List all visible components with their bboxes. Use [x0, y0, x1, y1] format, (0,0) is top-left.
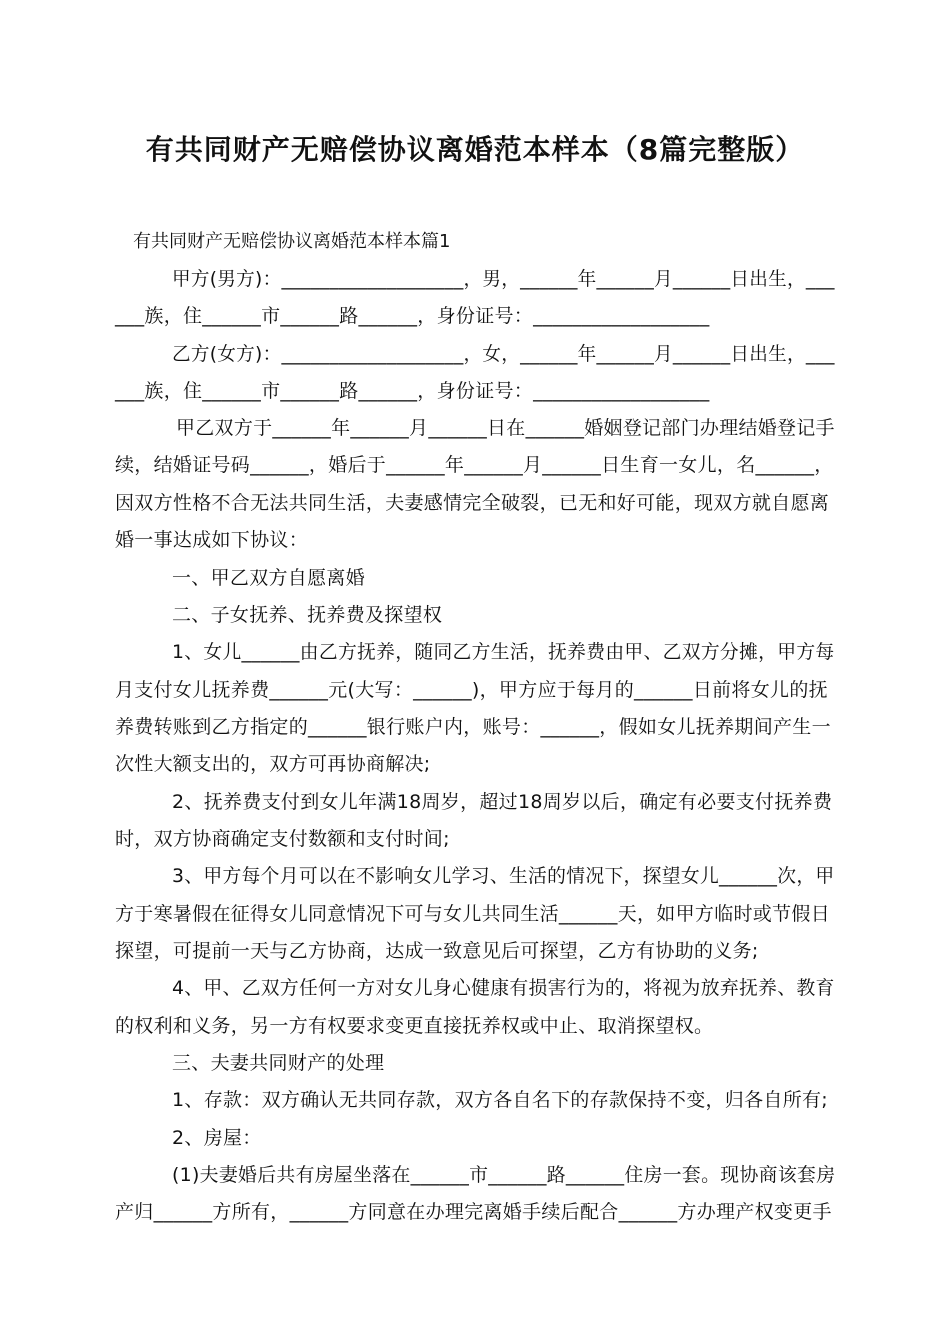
clause-3-1: 1、存款：双方确认无共同存款，双方各自名下的存款保持不变，归各自所有;	[172, 1089, 828, 1111]
party-b-line-1: 乙方(女方)：___________________，女，______年______月______日出生，___	[172, 343, 835, 365]
clause-2-2-line-2: 时，双方协商确定支付数额和支付时间;	[115, 828, 450, 850]
clause-2-3-line-2: 方于寒暑假在征得女儿同意情况下可与女儿共同生活______天，如甲方临时或节假日	[115, 903, 831, 925]
section-subtitle: 有共同财产无赔偿协议离婚范本样本篇1	[133, 231, 451, 252]
marriage-paragraph-line-1: 甲乙双方于______年______月______日在______婚姻登记部门办理结婚登记手	[176, 417, 835, 439]
party-a-line-1: 甲方(男方)：___________________，男，______年______月______日出生，___	[172, 268, 835, 290]
clause-2-3-line-3: 探望，可提前一天与乙方协商，达成一致意见后可探望，乙方有协助的义务;	[115, 940, 759, 962]
document-title: 有共同财产无赔偿协议离婚范本样本（8篇完整版）	[145, 133, 805, 166]
section-heading-2: 二、子女抚养、抚养费及探望权	[172, 604, 443, 626]
clause-3-2-1-line-2: 产归______方所有，______方同意在办理完离婚手续后配合______方办理产权变更手	[115, 1201, 832, 1223]
clause-2-1-line-4: 次性大额支出的，双方可再协商解决;	[115, 753, 431, 775]
marriage-paragraph-line-3: 因双方性格不合无法共同生活，夫妻感情完全破裂，已无和好可能，现双方就自愿离	[115, 492, 830, 514]
clause-2-1-line-1: 1、女儿______由乙方抚养，随同乙方生活，抚养费由甲、乙双方分摊，甲方每	[172, 641, 835, 663]
clause-2-2-line-1: 2、抚养费支付到女儿年满18周岁，超过18周岁以后，确定有必要支付抚养费	[172, 791, 833, 813]
section-heading-3: 三、夫妻共同财产的处理	[172, 1052, 385, 1074]
party-a-line-2: ___族，住______市______路______，身份证号：__________________	[115, 305, 710, 327]
party-b-line-2: ___族，住______市______路______，身份证号：__________________	[115, 380, 710, 402]
clause-2-3-line-1: 3、甲方每个月可以在不影响女儿学习、生活的情况下，探望女儿______次，甲	[172, 865, 835, 887]
clause-2-4-line-2: 的权利和义务，另一方有权要求变更直接抚养权或中止、取消探望权。	[115, 1015, 714, 1037]
marriage-paragraph-line-2: 续，结婚证号码______，婚后于______年______月______日生育一女儿，名______，	[115, 454, 834, 476]
clause-3-2: 2、房屋：	[172, 1127, 262, 1149]
section-heading-1: 一、甲乙双方自愿离婚	[172, 567, 366, 589]
marriage-paragraph-line-4: 婚一事达成如下协议：	[115, 529, 309, 551]
clause-2-4-line-1: 4、甲、乙双方任何一方对女儿身心健康有损害行为的，将视为放弃抚养、教育	[172, 977, 835, 999]
clause-2-1-line-2: 月支付女儿抚养费______元(大写：______)，甲方应于每月的______日前将女儿的抚	[115, 679, 828, 701]
clause-3-2-1-line-1: (1)夫妻婚后共有房屋坐落在______市______路______住房一套。现协商该套房	[172, 1164, 836, 1186]
clause-2-1-line-3: 养费转账到乙方指定的______银行账户内，账号：______，假如女儿抚养期间产生一	[115, 716, 831, 738]
